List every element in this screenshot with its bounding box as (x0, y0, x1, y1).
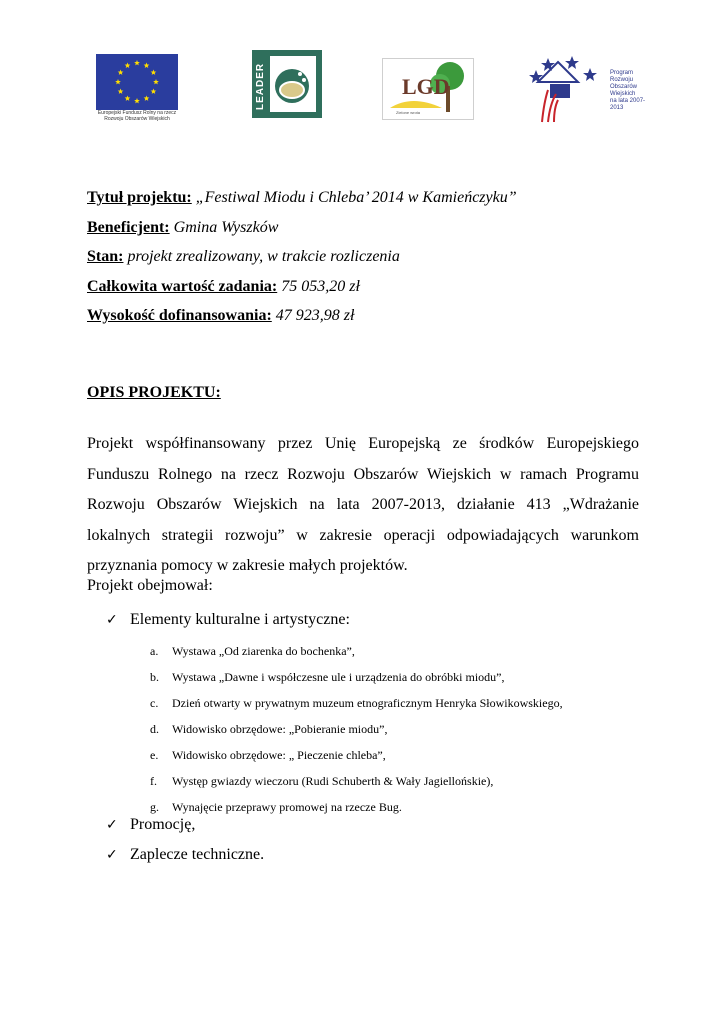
sub-item-list (150, 638, 563, 820)
eu-star-icon (134, 60, 140, 65)
leader-logo (252, 50, 322, 118)
beneficiary-label: Beneficjent: (87, 218, 170, 236)
prow-caption-line: Wiejskich (610, 91, 636, 97)
list-text: Widowisko obrzędowe: „Pobieranie miodu”, (172, 722, 388, 736)
eu-star-icon (144, 95, 150, 100)
leader-text: LEADER (255, 62, 266, 110)
list-letter: a. (150, 644, 159, 658)
checkmark-icon: ✓ (106, 612, 118, 628)
eu-star-icon (134, 98, 140, 103)
lgd-logo (382, 58, 474, 120)
project-title-label: Tytuł projektu: (87, 189, 192, 206)
list-text: Występ gwiazdy wieczoru (Rudi Schuberth & Wały Jagiellońskie), (172, 774, 494, 788)
eu-star-icon (125, 63, 131, 68)
list-text: Wystawa „Dawne i współczesne ule i urządzenia do obróbki miodu”, (172, 670, 505, 684)
eu-star-icon (115, 79, 121, 84)
project-title-value: „Festiwal Miodu i Chleba’ 2014 w Kamieńczyku” (195, 189, 517, 206)
logo-bar (0, 50, 725, 130)
beneficiary-row (87, 213, 639, 243)
checkmark-icon: ✓ (106, 847, 118, 863)
list-text: Wystawa „Od ziarenka do bochenka”, (172, 644, 355, 658)
check-item-label: Zaplecze techniczne. (130, 846, 265, 863)
eu-flag (96, 54, 178, 110)
list-text: Widowisko obrzędowe: „ Pieczenie chleba”, (172, 748, 386, 762)
prow-emblem-icon (528, 52, 610, 124)
status-row (87, 242, 639, 272)
list-text: Wynajęcie przeprawy promowej na rzecze Bug. (172, 800, 402, 814)
list-letter: d. (150, 722, 159, 736)
list-letter: g. (150, 800, 159, 814)
eu-star-icon (118, 89, 124, 94)
status-label: Stan: (87, 248, 124, 266)
description-text: Projekt współfinansowany przez Unię Europejską ze środków Europejskiego Funduszu Rolnego na rzecz Rozwoju Obszarów Wiejskich w ramach Programu Rozwoju Obszarów Wiejskich na lata 2007-2013, działanie 413 „Wdrażanie lokalnych strategii rozwoju” w zakresie operacji odpowiadających warunkom przyznania pomocy w zakresie małych projektów. (87, 435, 639, 575)
check-item-culture (106, 611, 350, 629)
funding-row (87, 301, 639, 331)
check-item-label: Promocję, (130, 816, 196, 833)
total-value-amount: 75 053,20 zł (281, 277, 360, 295)
check-item-technical (106, 846, 264, 864)
svg-text:LGD: LGD (402, 74, 450, 99)
list-letter: b. (150, 670, 159, 684)
list-item (150, 664, 563, 690)
eu-caption: Europejski Fundusz Rolny na rzecz Rozwoju Obszarów Wiejskich (97, 110, 177, 122)
eu-star-icon (125, 95, 131, 100)
eu-stars-icon (96, 54, 178, 110)
eu-star-icon (153, 79, 159, 84)
eu-flag-logo (92, 52, 182, 126)
prow-caption (610, 70, 650, 112)
prow-caption-line: Rozwoju (610, 77, 634, 83)
description-paragraph (87, 429, 639, 582)
list-item (150, 794, 563, 820)
eu-star-icon (151, 70, 157, 75)
funding-amount: 47 923,98 zł (275, 307, 355, 325)
check-item-label: Elementy kulturalne i artystyczne: (130, 611, 350, 628)
prow-caption-line: Program (610, 70, 634, 76)
project-title-row (87, 183, 639, 213)
total-value-row (87, 272, 639, 302)
description-heading: OPIS PROJEKTU: (87, 384, 221, 401)
status-value: projekt zrealizowany, w trakcie rozliczenia (127, 248, 400, 266)
list-item (150, 690, 563, 716)
lgd-tagline: Zielone wrota (396, 110, 421, 115)
list-letter: c. (150, 696, 159, 710)
list-item (150, 638, 563, 664)
eu-star-icon (151, 89, 157, 94)
beneficiary-value: Gmina Wyszków (173, 218, 279, 236)
list-text: Dzień otwarty w prywatnym muzeum etnograficznym Henryka Słowikowskiego, (172, 696, 563, 710)
total-value-label: Całkowita wartość zadania: (87, 277, 278, 295)
list-item (150, 742, 563, 768)
list-letter: e. (150, 748, 159, 762)
eu-star-icon (118, 70, 124, 75)
list-item (150, 716, 563, 742)
eu-star-icon (144, 63, 150, 68)
project-info (87, 183, 639, 331)
prow-logo (528, 52, 646, 124)
checkmark-icon: ✓ (106, 817, 118, 833)
prow-caption-line: na lata 2007-2013 (610, 98, 646, 111)
check-item-promotion (106, 816, 195, 834)
list-letter: f. (150, 774, 157, 788)
lgd-emblem-icon (382, 58, 474, 120)
prow-caption-line: Obszarów (610, 84, 638, 90)
list-item (150, 768, 563, 794)
funding-label: Wysokość dofinansowania: (87, 307, 272, 325)
scope-intro: Projekt obejmował: (87, 577, 213, 594)
